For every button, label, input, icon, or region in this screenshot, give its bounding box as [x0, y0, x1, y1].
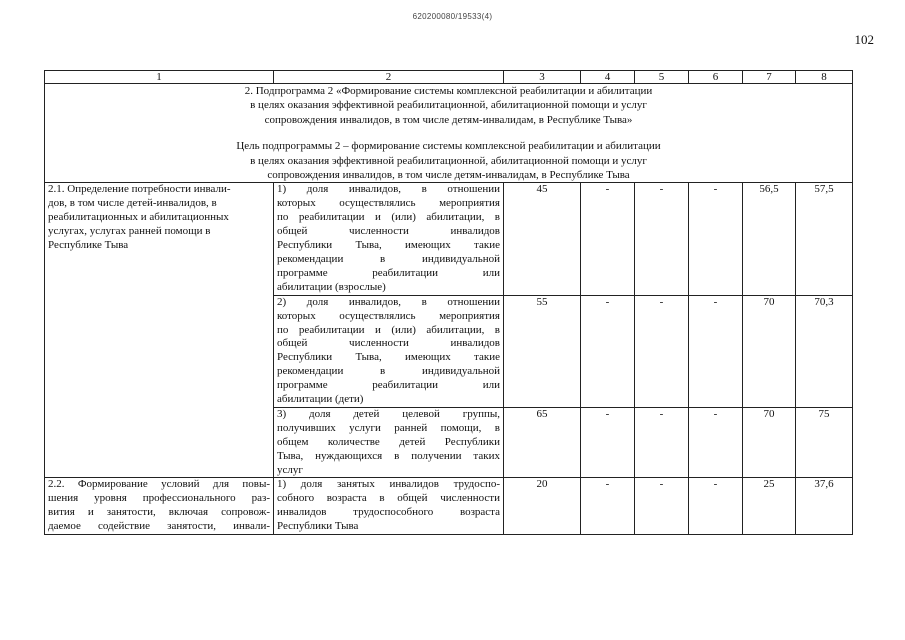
value-cell: - — [581, 295, 635, 407]
value-cell: - — [635, 478, 689, 535]
section-title: 2.1. Определение потребности инвали- дов, в том числе детей-инвалидов, в реабилитационных и абилитационных услугах, услугах ранней помощи в Республике Тыва — [45, 183, 274, 478]
value-cell: 70 — [743, 295, 796, 407]
subprogram-banner-row — [45, 84, 853, 183]
value-cell: - — [689, 478, 743, 535]
document-id: 620200080/19533(4) — [412, 12, 493, 21]
column-header: 3 — [504, 71, 581, 84]
value-cell: 37,6 — [796, 478, 853, 535]
value-cell: - — [581, 478, 635, 535]
value-cell: - — [635, 407, 689, 478]
value-cell: - — [635, 295, 689, 407]
value-cell: 75 — [796, 407, 853, 478]
column-header: 5 — [635, 71, 689, 84]
table-row — [45, 478, 853, 535]
value-cell: 65 — [504, 407, 581, 478]
indicator-text: 1) доля инвалидов, в отношении которых осуществлялись мероприятия по реабилитации и (или) абилитации, в общей численности инвалидов Республики Тыва, имеющих такие рекомендации в индивидуальной программе реабилитации или абилитации (взрослые) — [274, 183, 504, 295]
column-header: 4 — [581, 71, 635, 84]
subprogram-banner — [45, 84, 853, 183]
value-cell: - — [635, 183, 689, 295]
column-header: 1 — [45, 71, 274, 84]
value-cell: 70,3 — [796, 295, 853, 407]
value-cell: 20 — [504, 478, 581, 535]
subprogram-title: 2. Подпрограмма 2 «Формирование системы комплексной реабилитации и абилитации в целях оказания эффективной реабилитационной, абилитационной помощи и услуг сопровождения инвалидов, в том числе детям-инвалидам, в Республике Тыва» — [244, 85, 653, 126]
indicator-text: 3) доля детей целевой группы, получивших услуги ранней помощи, в общем количестве детей Республики Тыва, нуждающихся в получении таких услуг — [274, 407, 504, 478]
indicators-table — [44, 70, 853, 535]
column-header: 6 — [689, 71, 743, 84]
indicator-text: 2) доля инвалидов, в отношении которых осуществлялись мероприятия по реабилитации и (или) абилитации, в общей численности инвалидов Республики Тыва, имеющих такие рекомендации в индивидуальной программе реабилитации или абилитации (дети) — [274, 295, 504, 407]
value-cell: - — [689, 407, 743, 478]
value-cell: - — [581, 183, 635, 295]
indicator-text: 1) доля занятых инвалидов трудоспо- собного возраста в общей численности инвалидов трудоспособного возраста Республики Тыва — [274, 478, 504, 535]
value-cell: 25 — [743, 478, 796, 535]
table-header-row — [45, 71, 853, 84]
value-cell: - — [689, 183, 743, 295]
column-header: 2 — [274, 71, 504, 84]
table-row — [45, 183, 853, 295]
page-number: 102 — [854, 32, 874, 47]
section-title: 2.2. Формирование условий для повы- шения уровня профессионального раз- вития и занятости, включая сопровож- даемое содействие занятости, инвали- — [45, 478, 274, 535]
value-cell: 56,5 — [743, 183, 796, 295]
value-cell: 70 — [743, 407, 796, 478]
value-cell: 45 — [504, 183, 581, 295]
subprogram-goal: Цель подпрограммы 2 – формирование системы комплексной реабилитации и абилитации в целях оказания эффективной реабилитационной, абилитационной помощи и услуг сопровождения инвалидов, в том числе детям-инвалидам, в Республике Тыва — [236, 140, 661, 182]
value-cell: 57,5 — [796, 183, 853, 295]
column-header: 7 — [743, 71, 796, 84]
column-header: 8 — [796, 71, 853, 84]
value-cell: - — [581, 407, 635, 478]
value-cell: 55 — [504, 295, 581, 407]
value-cell: - — [689, 295, 743, 407]
